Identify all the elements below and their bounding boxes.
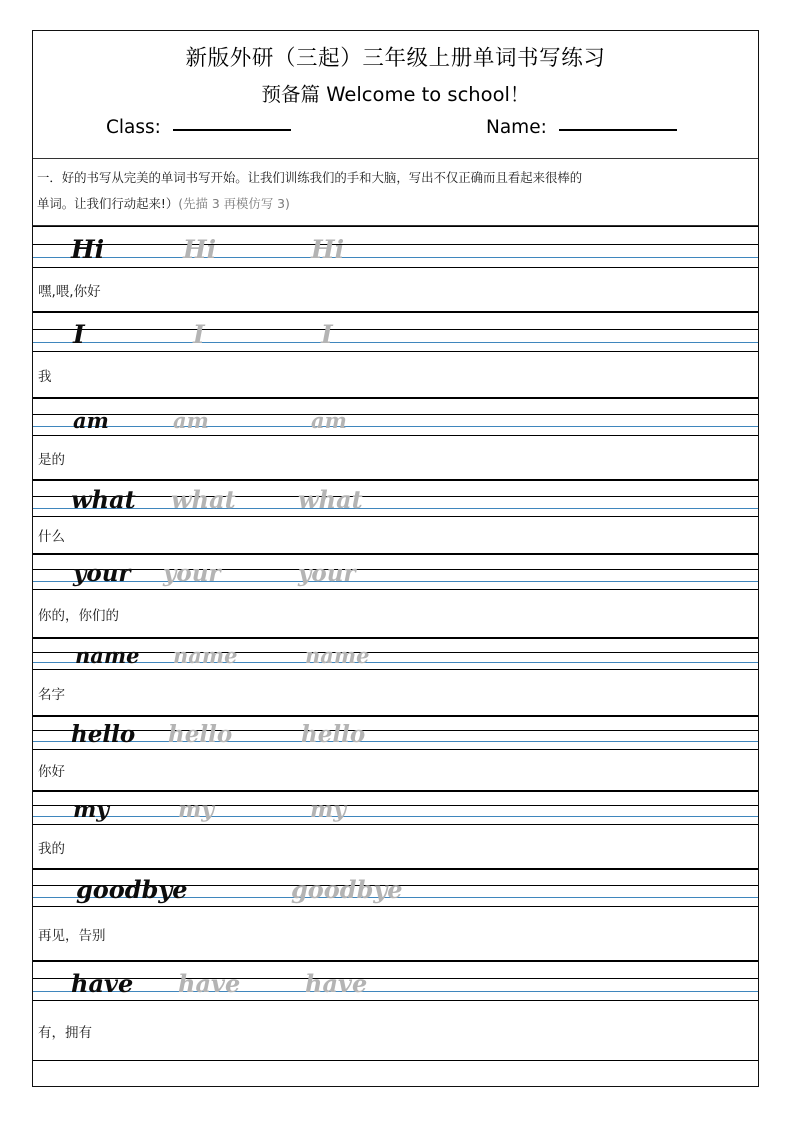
- word-model: what: [71, 485, 136, 515]
- word-model: name: [75, 643, 140, 669]
- practice-entry: [33, 791, 758, 869]
- practice-entry: [33, 716, 758, 791]
- handwriting-staff: [33, 716, 758, 750]
- handwriting-staff: [33, 961, 758, 1001]
- class-label: Class:: [106, 117, 161, 139]
- word-model: your: [73, 560, 131, 588]
- handwriting-staff: [33, 398, 758, 436]
- word-trace: am: [311, 407, 347, 433]
- handwriting-staff: [33, 638, 758, 670]
- practice-entry: [33, 961, 758, 1061]
- practice-entry: [33, 480, 758, 554]
- word-meaning: 嘿,喂,你好: [33, 268, 758, 312]
- staff-word-layer: [33, 716, 758, 750]
- worksheet-page: [32, 30, 759, 1087]
- word-trace: goodbye: [291, 875, 403, 905]
- word-trace: Hi: [183, 235, 217, 265]
- practice-entry: [33, 312, 758, 398]
- page-subtitle: 预备篇 Welcome to school！: [261, 83, 530, 107]
- word-meaning: 名字: [33, 670, 758, 716]
- word-trace: my: [310, 796, 347, 823]
- word-trace: Hi: [311, 235, 345, 265]
- word-trace: have: [305, 968, 368, 998]
- staff-word-layer: [33, 226, 758, 268]
- practice-entry: [33, 554, 758, 638]
- word-trace: your: [163, 560, 221, 588]
- class-input-rule[interactable]: [173, 129, 291, 131]
- word-trace: hello: [168, 720, 233, 748]
- word-meaning: 是的: [33, 436, 758, 480]
- word-model: my: [73, 796, 110, 823]
- word-model: I: [73, 319, 85, 349]
- word-trace: name: [173, 643, 238, 669]
- handwriting-staff: [33, 226, 758, 268]
- staff-word-layer: [33, 869, 758, 907]
- word-trace: I: [193, 319, 205, 349]
- instruction-note: (先描 3 再模仿写 3): [178, 195, 290, 211]
- word-trace: what: [298, 485, 363, 515]
- word-meaning: 我的: [33, 825, 758, 869]
- worksheet-header: [33, 31, 758, 151]
- practice-entry: [33, 638, 758, 716]
- practice-entry: [33, 226, 758, 312]
- practice-entries: [33, 226, 758, 1061]
- word-model: am: [73, 407, 109, 433]
- name-field[interactable]: [486, 117, 677, 138]
- word-trace: what: [171, 485, 236, 515]
- instruction-block: [33, 158, 758, 226]
- word-trace: my: [178, 796, 215, 823]
- staff-word-layer: [33, 480, 758, 517]
- handwriting-staff: [33, 554, 758, 590]
- staff-word-layer: [33, 791, 758, 825]
- staff-word-layer: [33, 961, 758, 1001]
- word-trace: your: [298, 560, 356, 588]
- handwriting-staff: [33, 312, 758, 352]
- instruction-line-1: 一．好的书写从完美的单词书写开始。让我们训练我们的手和大脑，写出不仅正确而且看起来很棒的: [37, 170, 583, 186]
- word-trace: have: [178, 968, 241, 998]
- word-model: hello: [71, 720, 136, 748]
- word-trace: am: [173, 407, 209, 433]
- word-model: Hi: [71, 235, 105, 265]
- word-trace: name: [305, 643, 370, 669]
- word-meaning: 你好: [33, 750, 758, 791]
- instruction-line-2: 单词。让我们行动起来!）: [37, 195, 179, 211]
- word-meaning: 再见，告别: [33, 907, 758, 961]
- word-meaning: 你的，你们的: [33, 590, 758, 638]
- word-meaning: 我: [33, 352, 758, 398]
- practice-entry: [33, 398, 758, 480]
- practice-entry: [33, 869, 758, 961]
- page-title: 新版外研（三起）三年级上册单词书写练习: [185, 46, 606, 71]
- word-trace: hello: [301, 720, 366, 748]
- word-model: have: [71, 968, 134, 998]
- staff-word-layer: [33, 312, 758, 352]
- staff-word-layer: [33, 638, 758, 670]
- name-label: Name:: [486, 117, 547, 139]
- word-meaning: 有，拥有: [33, 1001, 758, 1061]
- staff-word-layer: [33, 554, 758, 590]
- word-meaning: 什么: [33, 517, 758, 554]
- word-trace: I: [321, 319, 333, 349]
- student-info-row: [33, 117, 758, 151]
- handwriting-staff: [33, 791, 758, 825]
- staff-word-layer: [33, 398, 758, 436]
- name-input-rule[interactable]: [559, 129, 677, 131]
- handwriting-staff: [33, 869, 758, 907]
- handwriting-staff: [33, 480, 758, 517]
- class-field[interactable]: [106, 117, 291, 138]
- word-model: goodbye: [76, 875, 188, 905]
